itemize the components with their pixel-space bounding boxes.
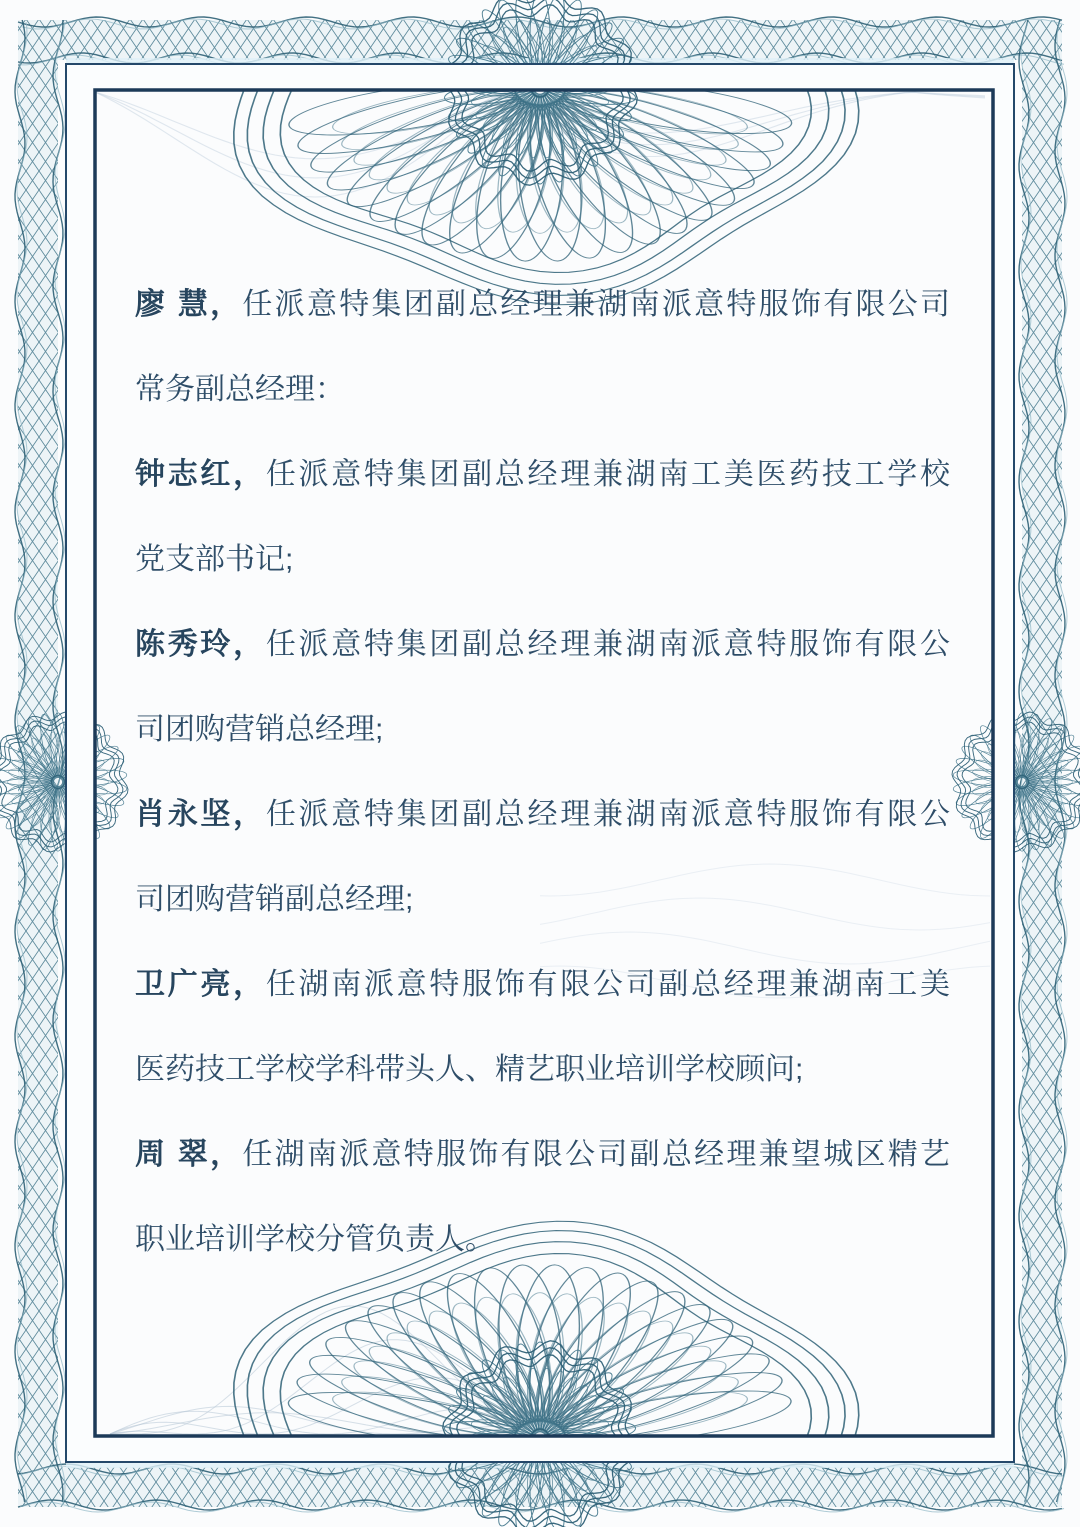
text-line [135, 772, 950, 857]
person-name: 钟志红， [135, 458, 266, 491]
appointment-text: 任派意特集团副总经理兼湖南派意特服饰有限公司 [242, 288, 950, 321]
text-line [135, 432, 950, 517]
text-line [135, 1027, 950, 1112]
person-name: 肖永坚， [135, 798, 266, 831]
appointment-text: 常务副总经理： [135, 373, 345, 406]
appointment-text: 任湖南派意特服饰有限公司副总经理兼湖南工美 [265, 968, 951, 1001]
text-line [135, 687, 950, 772]
text-line [135, 517, 950, 602]
appointment-text: 职业培训学校分管负责人。 [135, 1223, 495, 1256]
person-name: 周 翠， [135, 1138, 243, 1171]
text-line [135, 1112, 950, 1197]
text-line [135, 1197, 950, 1282]
text-line [135, 602, 950, 687]
appointment-text: 任派意特集团副总经理兼湖南工美医药技工学校 [265, 458, 951, 491]
appointment-text: 党支部书记; [135, 543, 294, 576]
appointment-text: 任派意特集团副总经理兼湖南派意特服饰有限公 [265, 798, 951, 831]
appointment-text: 任派意特集团副总经理兼湖南派意特服饰有限公 [265, 628, 951, 661]
text-line [135, 942, 950, 1027]
text-line [135, 347, 950, 432]
appointment-text: 司团购营销副总经理; [135, 883, 414, 916]
person-name: 廖 慧， [135, 288, 243, 321]
text-line [135, 857, 950, 942]
person-name: 卫广亮， [135, 968, 266, 1001]
appointment-text: 医药技工学校学科带头人、精艺职业培训学校顾问; [135, 1053, 804, 1086]
person-name: 陈秀玲， [135, 628, 266, 661]
appointment-text: 任湖南派意特服饰有限公司副总经理兼望城区精艺 [242, 1138, 950, 1171]
announcement-text [135, 262, 950, 1282]
appointment-text: 司团购营销总经理; [135, 713, 384, 746]
text-line [135, 262, 950, 347]
